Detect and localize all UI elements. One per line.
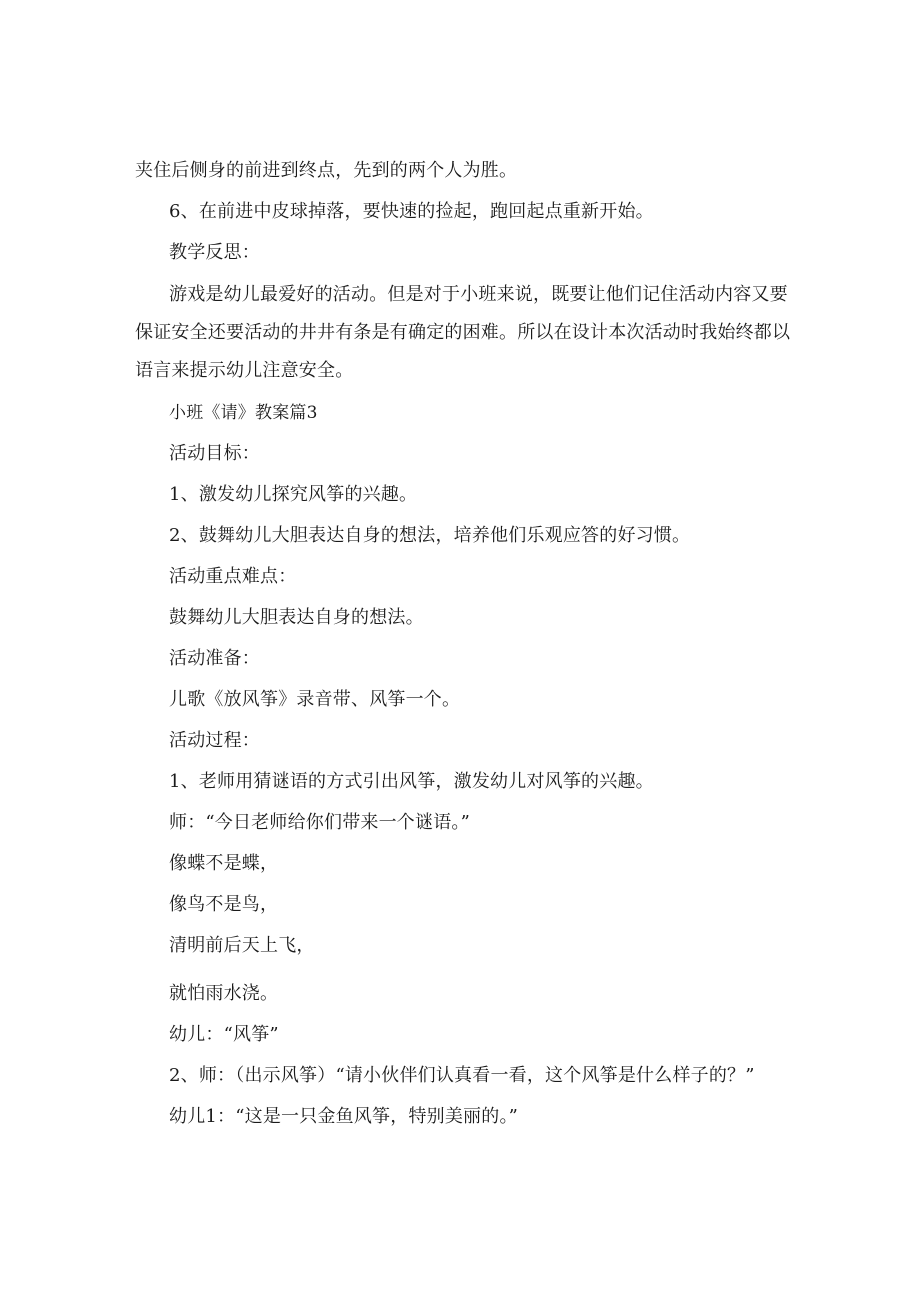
heading-preparation: 活动准备：	[169, 648, 260, 669]
paragraph-continuation: 夹住后侧身的前进到终点，先到的两个人为胜。	[135, 160, 518, 181]
section-title: 小班《请》教案篇3	[169, 403, 318, 423]
heading-key-points: 活动重点难点：	[169, 566, 297, 587]
teacher-line: 师：“今日老师给你们带来一个谜语。”	[169, 812, 471, 833]
paragraph-reflection: 游戏是幼儿最爱好的活动。但是对于小班来说，既要让他们记住活动内容又要保证安全还要活动的井井有条是有确定的困难。所以在设计本次活动时我始终都以语言来提示幼儿注意安全。	[135, 284, 791, 381]
riddle-line-3: 清明前后天上飞，	[169, 935, 315, 956]
riddle-line-1: 像蝶不是蝶，	[169, 853, 279, 874]
paragraph-rule-6: 6、在前进中皮球掉落，要快速的捡起，跑回起点重新开始。	[169, 201, 654, 222]
child-answer: 幼儿：“风筝”	[169, 1024, 279, 1045]
process-step-1: 1、老师用猜谜语的方式引出风筝，激发幼儿对风筝的兴趣。	[169, 771, 654, 792]
riddle-line-2: 像鸟不是鸟，	[169, 894, 279, 915]
process-step-2: 2、师：（出示风筝）“请小伙伴们认真看一看，这个风筝是什么样子的？”	[169, 1065, 755, 1086]
heading-process: 活动过程：	[169, 730, 260, 751]
heading-activity-goals: 活动目标：	[169, 443, 260, 464]
goal-item-1: 1、激发幼儿探究风筝的兴趣。	[169, 484, 418, 505]
child-1-answer: 幼儿1：“这是一只金鱼风筝，特别美丽的。”	[169, 1106, 519, 1127]
heading-teaching-reflection: 教学反思：	[169, 242, 260, 263]
preparation-text: 儿歌《放风筝》录音带、风筝一个。	[169, 689, 461, 710]
document-body	[135, 152, 795, 1136]
goal-item-2: 2、鼓舞幼儿大胆表达自身的想法，培养他们乐观应答的好习惯。	[169, 525, 691, 546]
riddle-line-4: 就怕雨水浇。	[169, 983, 279, 1004]
key-points-text: 鼓舞幼儿大胆表达自身的想法。	[169, 607, 424, 628]
